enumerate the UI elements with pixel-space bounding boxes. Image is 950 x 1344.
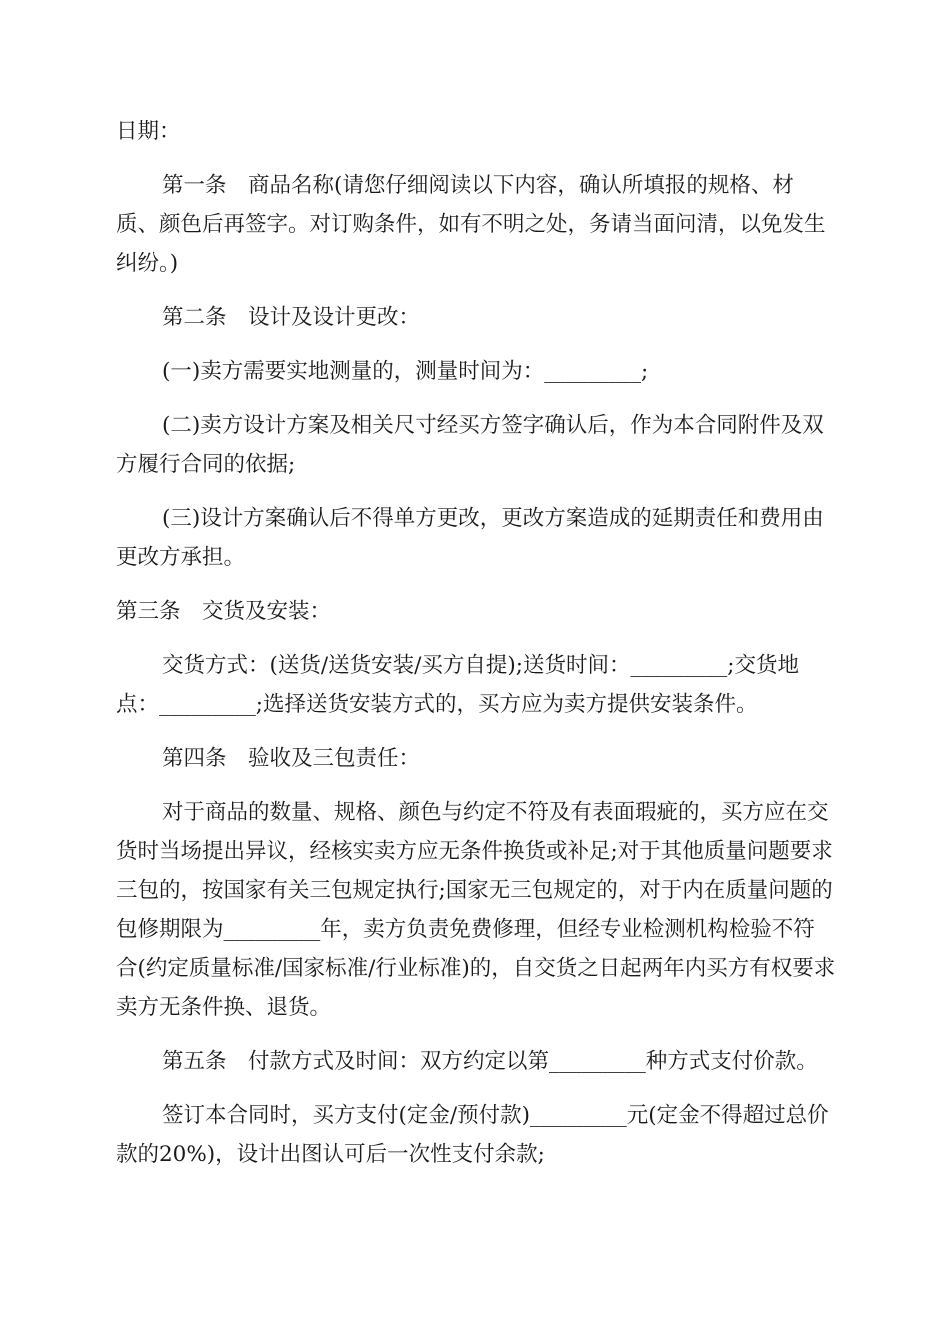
article-5-heading: 第五条 付款方式及时间：双方约定以第_________种方式支付价款。	[162, 1049, 818, 1074]
article-3-heading: 第三条 交货及安装：	[116, 599, 332, 624]
article-2-item-3: (三)设计方案确认后不得单方更改，更改方案造成的延期责任和费用由更改方承担。	[116, 506, 824, 570]
article-4-body: 对于商品的数量、规格、颜色与约定不符及有表面瑕疵的，买方应在交货时当场提出异议，经核实卖方应无条件换货或补足;对于其他质量问题要求三包的，按国家有关三包规定执行;国家无三包规定的，对于内在质量问题的包修期限为_________年，卖方负责免费修理，但经专业检测机构检验不符合(约定质量标准/国家标准/行业标准)的，自交货之日起两年内买方有权要求卖方无条件换、退货。	[116, 800, 836, 1020]
article-2-item-2: (二)卖方设计方案及相关尺寸经买方签字确认后，作为本合同附件及双方履行合同的依据;	[116, 413, 824, 477]
article-3-body: 交货方式：(送货/送货安装/买方自提);送货时间：_________;交货地点：_________;选择送货安装方式的，买方应为卖方提供安装条件。	[116, 653, 800, 717]
article-5-body: 签订本合同时，买方支付(定金/预付款)_________元(定金不得超过总价款的20%)，设计出图认可后一次性支付余款;	[116, 1103, 829, 1167]
article-2-heading: 第二条 设计及设计更改：	[162, 305, 421, 330]
document-page	[116, 112, 836, 1189]
article-2-item-1: (一)卖方需要实地测量的，测量时间为：_________;	[162, 359, 649, 384]
article-1-product-name: 第一条 商品名称(请您仔细阅读以下内容，确认所填报的规格、材质、颜色后再签字。对订购条件，如有不明之处，务请当面问清，以免发生纠纷。)	[116, 173, 826, 276]
date-line: 日期：	[116, 119, 181, 144]
article-4-heading: 第四条 验收及三包责任：	[162, 746, 421, 771]
